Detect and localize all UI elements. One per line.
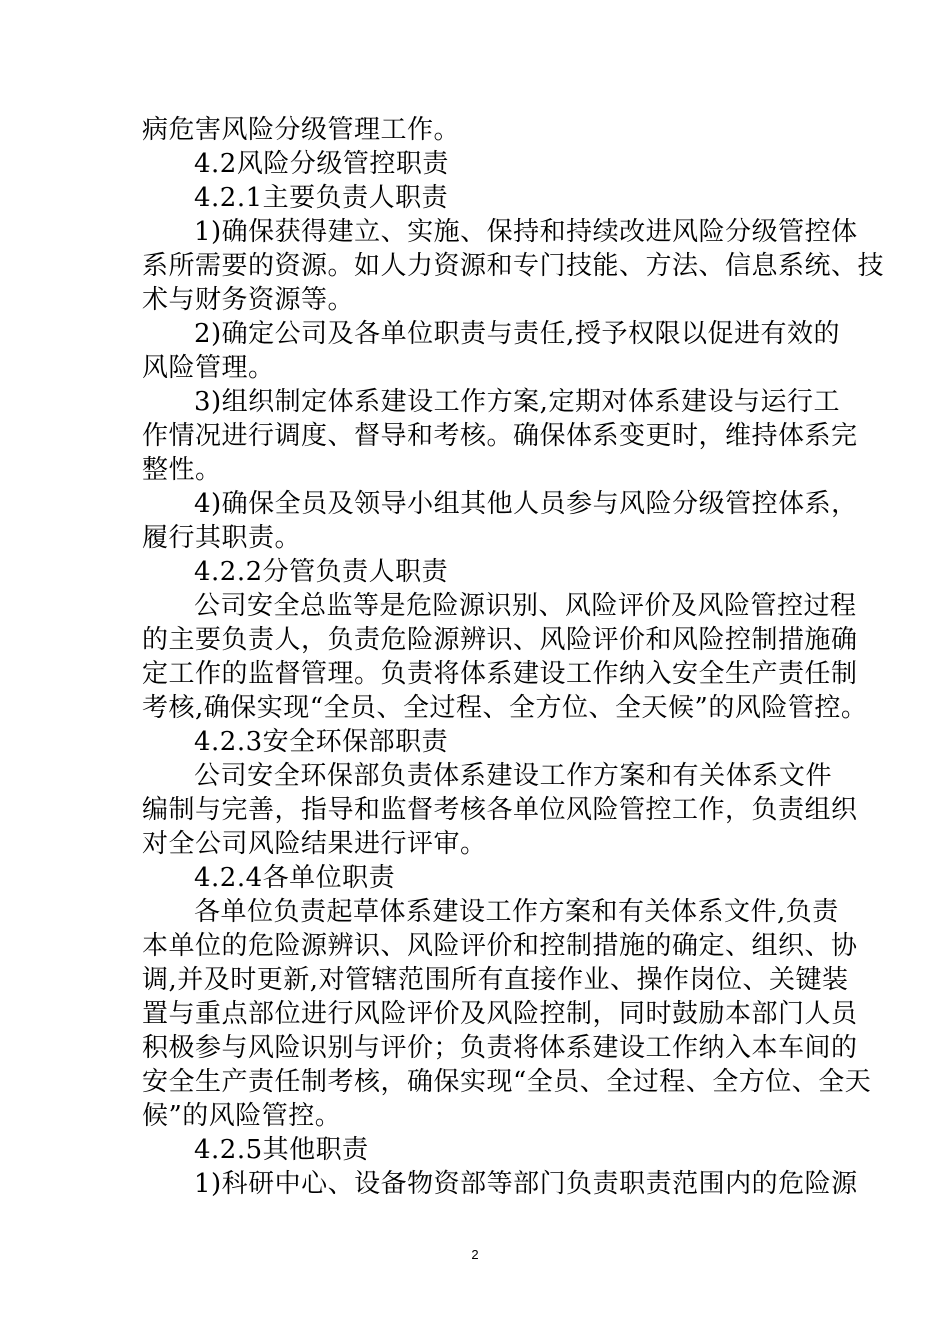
text-line: 整性。 — [142, 455, 222, 485]
text-line: 3)组织制定体系建设工作方案,定期对体系建设与运行工 — [194, 387, 840, 417]
text-line: 4.2.4各单位职责 — [194, 863, 396, 893]
text-line: 作情况进行调度、督导和考核。确保体系变更时，维持体系完 — [142, 421, 858, 451]
text-line: 术与财务资源等。 — [142, 285, 355, 315]
text-line: 2)确定公司及各单位职责与责任,授予权限以促进有效的 — [194, 319, 840, 349]
document-body — [142, 113, 885, 1201]
text-line: 安全生产责任制考核，确保实现“全员、全过程、全方位、全天 — [142, 1067, 872, 1097]
text-line: 公司安全环保部负责体系建设工作方案和有关体系文件 — [194, 761, 832, 791]
text-line: 4.2.5其他职责 — [194, 1135, 369, 1165]
text-line: 的主要负责人，负责危险源辨识、风险评价和风险控制措施确 — [142, 625, 858, 655]
text-line: 调,并及时更新,对管辖范围所有直接作业、操作岗位、关键装 — [142, 965, 849, 995]
text-line: 考核,确保实现“全员、全过程、全方位、全天候”的风险管控。 — [142, 693, 868, 723]
text-line: 4)确保全员及领导小组其他人员参与风险分级管控体系， — [194, 489, 858, 519]
text-line: 4.2.2分管负责人职责 — [194, 557, 449, 587]
text-line: 风险管理。 — [142, 353, 275, 383]
text-line: 对全公司风险结果进行评审。 — [142, 829, 487, 859]
text-line: 4.2风险分级管控职责 — [194, 149, 449, 179]
text-line: 4.2.1主要负责人职责 — [194, 183, 449, 213]
text-line: 病危害风险分级管理工作。 — [142, 115, 461, 145]
text-line: 本单位的危险源辨识、风险评价和控制措施的确定、组织、协 — [142, 931, 858, 961]
text-line: 4.2.3安全环保部职责 — [194, 727, 449, 757]
text-line: 编制与完善，指导和监督考核各单位风险管控工作，负责组织 — [142, 795, 858, 825]
text-line: 候”的风险管控。 — [142, 1101, 342, 1131]
text-line: 各单位负责起草体系建设工作方案和有关体系文件,负责 — [194, 897, 839, 927]
text-line: 系所需要的资源。如人力资源和专门技能、方法、信息系统、技 — [142, 251, 885, 281]
text-line: 1)科研中心、设备物资部等部门负责职责范围内的危险源 — [194, 1169, 858, 1199]
text-line: 积极参与风险识别与评价；负责将体系建设工作纳入本车间的 — [142, 1033, 858, 1063]
text-line: 1)确保获得建立、实施、保持和持续改进风险分级管控体 — [194, 217, 858, 247]
text-line: 公司安全总监等是危险源识别、风险评价及风险管控过程 — [194, 591, 857, 621]
text-line: 置与重点部位进行风险评价及风险控制，同时鼓励本部门人员 — [142, 999, 858, 1029]
text-line: 履行其职责。 — [142, 523, 302, 553]
text-line: 定工作的监督管理。负责将体系建设工作纳入安全生产责任制 — [142, 659, 858, 689]
page-number: 2 — [471, 1247, 479, 1262]
